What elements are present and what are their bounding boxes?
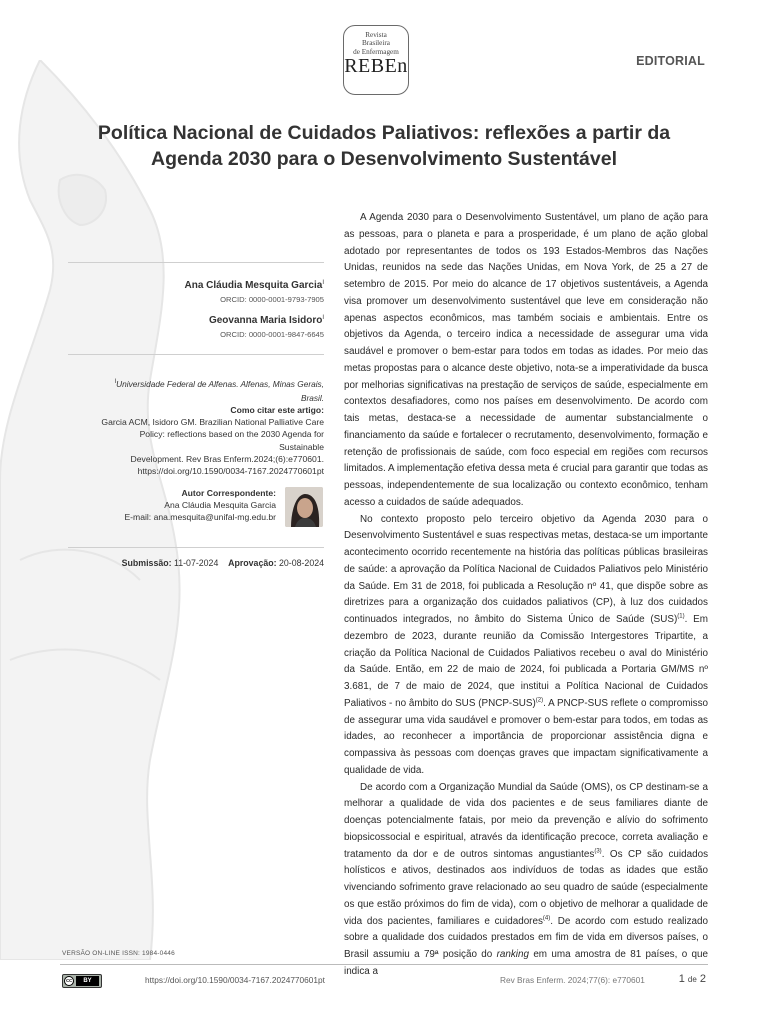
submission-date: 11-07-2024 [174, 558, 219, 568]
dates-line [80, 558, 324, 568]
author-name: Geovanna Maria Isidoro [208, 314, 323, 326]
author-affil-marker: I [322, 314, 324, 321]
corresponding-email[interactable]: E-mail: ana.mesquita@unifal-mg.edu.br [124, 512, 276, 523]
author-1 [100, 276, 324, 293]
reference-marker[interactable]: (4) [542, 915, 551, 922]
author-photo [285, 487, 323, 527]
citation-line: Development. Rev Bras Enferm.2024;(6):e770601. [130, 453, 324, 464]
author-affil-marker: I [322, 280, 324, 286]
author-block [100, 276, 324, 342]
author-name: Ana Cláudia Mesquita Garcia [184, 279, 323, 291]
corresponding-name: Ana Cláudia Mesquita Garcia [164, 500, 276, 511]
journal-logo [343, 25, 409, 95]
by-label: BY [76, 976, 99, 986]
paragraph: A Agenda 2030 para o Desenvolvimento Sustentável, um plano de ação para as pessoas, para o planeta e para a prosperidade, é um plano de ação global adotado por representantes de todos os 193 Estados-Membros das Nações Unidas, reunidos na sede das Nações Unidas, em Nova York, de 25 a 27 de setembro de 2015. Por meio do alcance de 17 objetivos sustentáveis, a Agenda visa promover um desenvolvimento sustentável que leve em consideração não apenas aspectos econômicos, mas também sociais e ambientais. Entre os objetivos da Agenda, o terceiro indica a necessidade de assegurar uma vida saudável e promover o bem-estar para todos em todas as idades. Por meio das metas propostas para o alcance deste objetivo, nota-se a imperatividade da busca por melhorias significativas na prestação de serviços de saúde, especialmente em contextos desafiadores, como nos países em desenvolvimento. De acordo com tais metas, destaca-se a necessidade de aumentar substancialmente o financiamento da saúde e fortalecer o recrutamento, desenvolvimento, formação e retenção de profissionais de saúde, com foco especial em regiões com recursos limitados. A implementação efetiva dessa meta é crucial para garantir que todas as pessoas, independentemente de sua localização ou contexto econômico, tenham acesso a cuidados de saúde adequados. [344, 212, 708, 508]
affiliation-marker: I [114, 379, 117, 385]
approval-label: Aprovação: [228, 558, 277, 568]
citation-label: Como citar este artigo: [230, 405, 324, 415]
logo-abbreviation: REBEn [344, 55, 408, 78]
divider [68, 354, 324, 355]
footer-doi-link[interactable]: https://doi.org/10.1590/0034-7167.2024770601pt [145, 975, 325, 985]
paragraph: No contexto proposto pelo terceiro objetivo da Agenda 2030 para o Desenvolvimento Sustentável e suas respectivas metas, destaca-se um importante acontecimento ocorrido recentemente na história das políticas públicas brasileiras de saúde: a aprovação da Política Nacional de Cuidados Paliativos pelo Ministério da Saúde. Em 31 de 2018, foi publicada a Resolução nº 41, que dispõe sobre as diretrizes para a organização dos cuidados paliativos (CP), à luz dos cuidados continuados integrados, no âmbito do Sistema Único de Saúde (SUS)$^{(1)}$. Em dezembro de 2023, durante reunião da Comissão Intergestores Tripartite, a criação da Política Nacional de Cuidados Paliativos recebeu o aval do Ministério da Saúde. Então, em 22 de maio de 2024, foi publicada a Portaria GM/MS nº 3.681, de 7 de maio de 2024, que institui a Política Nacional de Cuidados Paliativos - no âmbito do SUS (PNCP-SUS)$^{(2)}$. A PNCP-SUS reflete o compromisso de assegurar uma vida saudável e promover o bem-estar para todos, em todas as idades, ao reconhecer a importância de proporcionar assistência digna e compassiva às pessoas com doenças graves que impactam significativamente a qualidade de vida. [344, 513, 708, 776]
divider [68, 262, 324, 263]
affiliation [100, 375, 324, 405]
corresponding-author [100, 487, 276, 524]
issn-label: VERSÃO ON-LINE ISSN: 1984-0446 [62, 950, 175, 957]
approval-date: 20-08-2024 [279, 558, 324, 568]
citation-doi-link[interactable]: https://doi.org/10.1590/0034-7167.2024770601pt [137, 466, 324, 477]
article-body [344, 210, 708, 981]
affiliation-text: Universidade Federal de Alfenas. Alfenas, Minas Gerais, Brasil. [116, 378, 324, 403]
paragraph: De acordo com a Organização Mundial da Saúde (OMS), os CP destinam-se a melhorar a qualidade de vida dos pacientes e de seus familiares diante de doenças potencialmente fatais, por meio da prevenção e alívio do sofrimento biopsicossocial e espiritual, através da identificação precoce, correta avaliação e tratamento da dor e de outros sintomas angustiantes$^{(3)}$. Os CP são cuidados holísticos e ativos, destinados aos indivíduos de todas as idades que estão vivenciando sofrimento grave relacionado ao seu quadro de saúde (especialmente os que estão próximos do fim de vida), com o objetivo de melhorar a qualidade de vida dos pacientes, familiares e cuidadores$^{(4)}$. De acordo com estudo realizado sobre a qualidade dos cuidados prestados em fim de vida em diversos países, o Brasil assumiu a 79ª posição do ranking em uma amostra de 81 países, o que indica a [344, 781, 709, 977]
author-2 [100, 311, 324, 328]
logo-text-brasileira: Brasileira [362, 39, 390, 48]
author-orcid[interactable]: ORCID: 0000-0001-9847-6645 [220, 329, 324, 339]
cc-by-license-badge[interactable] [62, 974, 102, 988]
reference-marker[interactable]: (1) [677, 613, 685, 620]
submission-label: Submissão: [121, 558, 172, 568]
reference-marker[interactable]: (2) [535, 697, 544, 704]
citation-line: Garcia ACM, Isidoro GM. Brazilian National Palliative Care [101, 417, 324, 428]
cc-icon: cc [65, 978, 73, 984]
article-title: Política Nacional de Cuidados Paliativos: reflexões a partir da Agenda 2030 para o Desenvolvimento Sustentável [97, 122, 671, 170]
section-label: EDITORIAL [636, 54, 705, 68]
reference-marker[interactable]: (3) [594, 848, 602, 855]
logo-text-revista: Revista [365, 31, 387, 39]
footer-citation: Rev Bras Enferm. 2024;77(6): e770601 [500, 975, 645, 985]
corresponding-label: Autor Correspondente: [181, 488, 276, 498]
footer-divider [60, 964, 708, 965]
citation-line: Policy: reflections based on the 2030 Agenda for Sustainable [139, 429, 324, 452]
author-orcid[interactable]: ORCID: 0000-0001-9793-7905 [220, 294, 324, 304]
citation-block [100, 404, 324, 477]
divider [68, 547, 324, 548]
logo-text-enfermagem: de Enfermagem [353, 47, 399, 56]
page-number: 1 de 2 [678, 973, 706, 985]
